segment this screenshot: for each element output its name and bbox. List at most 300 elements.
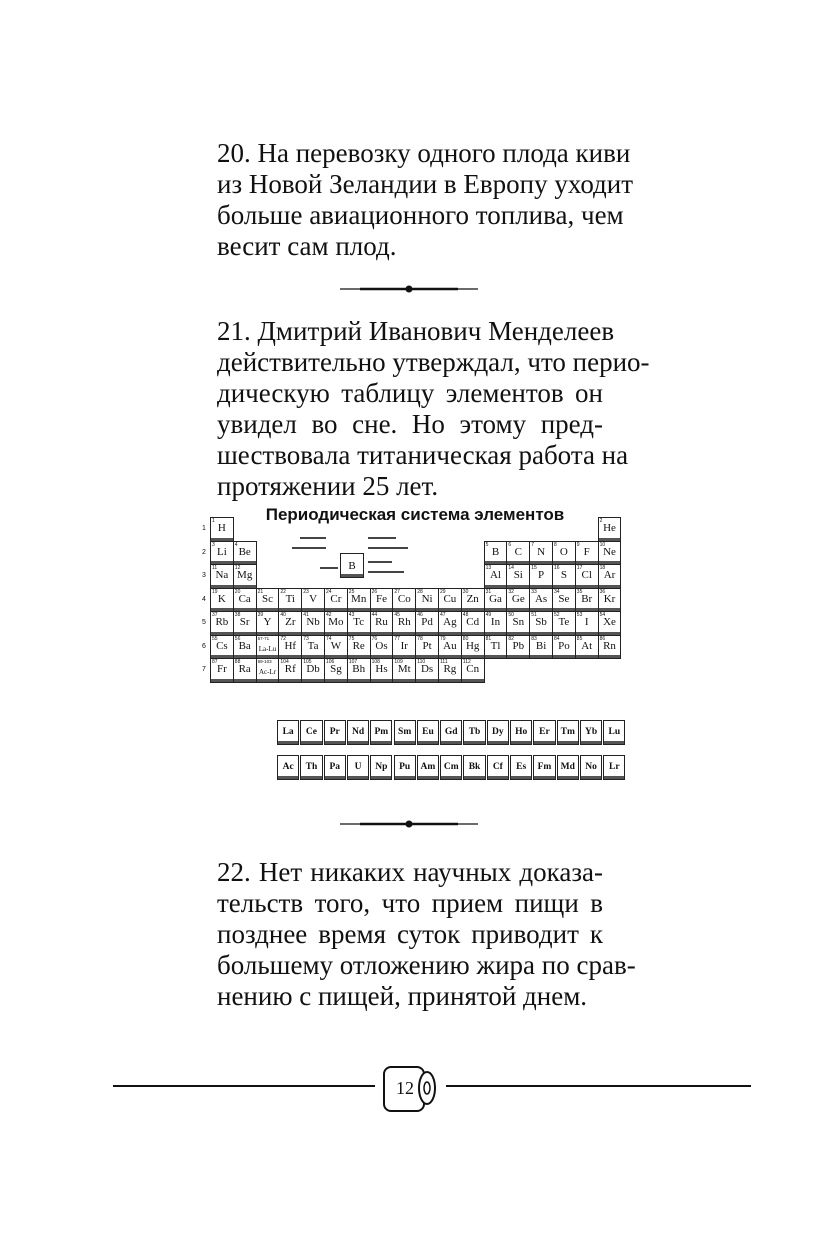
element-symbol: Li	[217, 545, 227, 558]
element-number: 37	[212, 612, 218, 618]
element-symbol: Ga	[489, 592, 502, 605]
element-symbol: Au	[443, 639, 457, 652]
element-symbol: Ds	[420, 663, 434, 675]
element-cell	[347, 588, 371, 613]
element-symbol: Pr	[329, 727, 340, 737]
actinide-cell	[533, 755, 555, 780]
element-cell	[529, 541, 553, 566]
element-symbol: Sb	[535, 616, 547, 628]
element-symbol: Pd	[421, 616, 433, 628]
legend-symbol: B	[348, 560, 356, 572]
element-number: 73	[303, 635, 309, 642]
element-symbol: Ce	[305, 727, 317, 737]
element-number: 7	[531, 541, 534, 548]
fact-21-line: увидел во сне. Но этому пред-	[217, 409, 603, 439]
element-cell	[552, 564, 576, 589]
element-symbol: Cd	[466, 616, 480, 628]
element-cell	[370, 611, 394, 636]
element-symbol: Th	[305, 762, 318, 772]
element-cell	[415, 635, 439, 660]
element-cell	[301, 611, 325, 636]
periodic-table-figure	[200, 495, 630, 795]
element-symbol: Tm	[560, 727, 575, 737]
element-symbol: Rh	[397, 616, 411, 628]
element-number: 21	[257, 588, 264, 595]
element-symbol: Cl	[581, 569, 592, 581]
element-cell	[370, 635, 394, 660]
fact-20-line: из Новой Зеландии в Европу уходит	[217, 169, 634, 199]
element-cell	[598, 564, 622, 589]
element-number: 2	[599, 518, 603, 524]
element-number: 84	[554, 635, 560, 642]
element-number: 3	[212, 541, 215, 548]
element-number: 40	[280, 612, 286, 618]
element-cell	[210, 635, 234, 660]
element-symbol: Co	[397, 592, 411, 605]
element-symbol: P	[538, 569, 545, 581]
actinide-cell	[557, 755, 579, 780]
element-number: 11	[212, 565, 218, 571]
element-number: 22	[280, 588, 286, 595]
element-cell	[324, 588, 348, 613]
element-number: 25	[348, 588, 355, 595]
fact-21-line: действительно утверждал, что перио-	[217, 347, 650, 377]
lanthanide-cell	[557, 720, 579, 745]
element-symbol: Ac-Lr	[258, 668, 277, 676]
actinide-cell	[394, 755, 416, 780]
element-cell	[575, 588, 599, 613]
element-symbol: Rf	[284, 663, 296, 675]
element-number: 5	[485, 541, 489, 548]
element-number: 72	[280, 635, 286, 642]
element-cell	[461, 588, 485, 613]
element-cell	[575, 541, 599, 566]
element-symbol: Pb	[512, 639, 525, 652]
element-cell	[484, 635, 508, 660]
element-number: 18	[599, 565, 606, 571]
element-symbol: Ne	[603, 545, 616, 558]
element-symbol: Kr	[603, 592, 616, 605]
element-symbol: Sr	[239, 616, 250, 628]
element-number: 6	[508, 541, 512, 548]
element-cell	[370, 658, 394, 683]
element-cell	[575, 564, 599, 589]
element-number: 16	[554, 565, 560, 571]
actinide-cell	[510, 755, 532, 780]
period-number: 1	[202, 525, 206, 532]
element-cell	[438, 658, 462, 683]
element-cell	[438, 635, 462, 660]
element-symbol: Cr	[330, 592, 342, 605]
element-symbol: Lu	[608, 727, 621, 737]
element-cell	[324, 611, 348, 636]
element-symbol: Es	[516, 762, 527, 772]
period-number: 7	[202, 666, 206, 673]
element-cell	[506, 635, 530, 660]
element-symbol: B	[491, 545, 500, 558]
element-number: 46	[417, 612, 423, 618]
fact-20-line: больше авиационного топлива, чем	[217, 200, 624, 230]
element-symbol: Cs	[216, 639, 228, 652]
element-number: 39	[257, 612, 264, 618]
element-number: 109	[394, 659, 403, 665]
element-symbol: Pu	[399, 762, 411, 772]
element-cell	[529, 588, 553, 613]
element-symbol: Ru	[375, 616, 388, 628]
element-number: 27	[394, 588, 400, 595]
lanthanide-cell	[487, 720, 509, 745]
element-cell	[347, 611, 371, 636]
element-cell	[598, 611, 622, 636]
element-cell	[210, 588, 234, 613]
fact-21-line: дическую таблицу элементов он	[217, 378, 603, 408]
element-number: 43	[348, 612, 355, 618]
element-symbol: Mo	[328, 616, 344, 628]
element-number: 107	[348, 659, 358, 665]
element-symbol: Na	[215, 569, 229, 581]
element-cell	[415, 658, 439, 683]
element-number: 88	[234, 659, 241, 665]
element-symbol: Gd	[444, 727, 458, 737]
element-symbol: U	[354, 762, 362, 772]
element-symbol: La-Lu	[258, 644, 277, 653]
element-number: 28	[417, 588, 423, 595]
element-symbol: La	[282, 727, 294, 737]
element-cell	[392, 635, 416, 660]
element-cell	[392, 658, 416, 683]
element-cell	[598, 635, 622, 660]
element-symbol: He	[603, 522, 616, 534]
element-symbol: Fr	[217, 663, 227, 675]
element-symbol: Ra	[238, 663, 251, 675]
element-symbol: F	[583, 545, 590, 558]
element-symbol: Yb	[584, 727, 598, 737]
element-symbol: Sg	[330, 663, 342, 675]
lanthanide-cell	[533, 720, 555, 745]
element-cell	[301, 635, 325, 660]
element-cell	[529, 635, 553, 660]
legend-caption-line	[368, 571, 404, 573]
lanthanide-cell	[347, 720, 369, 745]
element-number: 32	[508, 588, 514, 595]
element-symbol: H	[217, 522, 226, 534]
element-symbol: Cf	[492, 762, 503, 772]
element-symbol: C	[514, 545, 522, 558]
lanthanide-cell	[463, 720, 485, 745]
element-symbol: Cu	[443, 592, 457, 605]
element-symbol: N	[537, 545, 546, 558]
element-number: 38	[234, 612, 241, 618]
element-symbol: Cm	[443, 762, 459, 772]
element-number: 9	[576, 541, 580, 548]
element-symbol: Hg	[465, 639, 480, 652]
element-cell	[210, 611, 234, 636]
element-symbol: Ni	[421, 592, 433, 605]
fact-21-line: шествовала титаническая работа на	[217, 440, 629, 470]
actinide-cell	[440, 755, 462, 780]
element-number: 17	[576, 565, 583, 571]
element-symbol: Ag	[443, 616, 457, 628]
element-symbol: Ac	[282, 762, 294, 772]
element-symbol: Cn	[466, 663, 480, 675]
element-symbol: Zn	[466, 592, 479, 605]
element-cell	[278, 611, 302, 636]
element-symbol: Po	[558, 639, 570, 652]
element-symbol: Md	[560, 762, 575, 772]
element-symbol: Xe	[603, 616, 616, 628]
element-number: 52	[554, 612, 560, 618]
element-cell	[233, 611, 257, 636]
period-number: 3	[202, 572, 206, 579]
footer-rule-left	[113, 1085, 375, 1087]
element-symbol: Hs	[375, 663, 388, 675]
fact-22-line: нению с пищей, принятой днем.	[217, 981, 588, 1011]
element-number: 74	[326, 635, 332, 642]
fact-20-line: 20. На перевозку одного плода киви	[217, 138, 631, 168]
period-number: 4	[202, 595, 206, 603]
element-symbol: Eu	[422, 727, 434, 737]
legend-caption-line	[368, 537, 396, 539]
legend-caption-line	[292, 547, 326, 549]
element-symbol: V	[309, 592, 318, 605]
element-number: 49	[485, 612, 492, 618]
element-number: 87	[212, 659, 218, 665]
element-cell	[461, 635, 485, 660]
element-cell	[256, 658, 280, 683]
element-symbol: Db	[306, 663, 320, 675]
element-symbol: Sc	[261, 592, 273, 605]
element-number: 78	[417, 635, 423, 642]
element-symbol: Ho	[515, 727, 528, 737]
element-cell	[529, 564, 553, 589]
fact-21-line: 21. Дмитрий Иванович Менделеев	[217, 316, 615, 346]
lanthanide-cell	[300, 720, 322, 745]
element-cell	[506, 564, 530, 589]
element-number: 33	[531, 588, 537, 595]
lanthanide-cell	[510, 720, 532, 745]
element-cell	[233, 564, 257, 589]
period-number: 5	[202, 619, 206, 626]
element-number: 48	[462, 612, 469, 618]
element-number: 31	[485, 588, 492, 595]
periodic-table-title: Периодическая система элементов	[265, 505, 565, 524]
fact-22-line: позднее время суток приводит к	[217, 919, 603, 949]
element-number: 89-103	[257, 659, 272, 664]
element-symbol: Ca	[238, 592, 251, 605]
element-number: 76	[371, 635, 378, 642]
element-symbol: Tl	[490, 639, 501, 652]
element-symbol: Pa	[329, 762, 341, 772]
element-cell	[529, 611, 553, 636]
element-cell	[278, 658, 302, 683]
actinide-cell	[277, 755, 299, 780]
element-number: 44	[371, 612, 378, 618]
element-symbol: S	[560, 569, 567, 581]
element-number: 13	[485, 565, 492, 571]
element-number: 54	[599, 612, 606, 618]
period-number: 6	[202, 642, 206, 650]
element-cell	[506, 611, 530, 636]
element-number: 112	[462, 659, 471, 665]
page-number: 12	[396, 1078, 414, 1098]
element-cell	[552, 611, 576, 636]
divider-ornament	[340, 282, 478, 296]
fact-22-line: тельств того, что прием пищи в	[217, 888, 603, 918]
element-number: 8	[554, 541, 557, 548]
element-symbol: Nb	[306, 616, 320, 628]
element-number: 47	[440, 612, 446, 618]
element-cell	[506, 541, 530, 566]
element-number: 23	[303, 588, 309, 595]
element-symbol: Lr	[609, 762, 620, 772]
legend-caption-line	[300, 537, 326, 539]
element-number: 77	[394, 635, 400, 642]
lanthanide-cell	[370, 720, 392, 745]
element-symbol: In	[490, 616, 501, 628]
element-number: 106	[326, 659, 335, 665]
element-cell	[347, 635, 371, 660]
element-symbol: Np	[375, 762, 388, 772]
lanthanide-cell	[394, 720, 416, 745]
lanthanide-cell	[440, 720, 462, 745]
element-symbol: Ta	[307, 639, 319, 652]
element-symbol: Bi	[535, 639, 547, 652]
element-number: 80	[462, 635, 469, 642]
element-symbol: Ba	[238, 639, 251, 652]
element-number: 79	[440, 635, 446, 642]
element-symbol: Fm	[537, 762, 552, 772]
lanthanide-cell	[277, 720, 299, 745]
element-number: 4	[234, 541, 238, 548]
element-cell	[575, 611, 599, 636]
element-cell	[461, 658, 485, 683]
element-cell	[392, 611, 416, 636]
element-number: 105	[303, 659, 312, 665]
element-number: 104	[280, 659, 289, 665]
element-cell	[324, 658, 348, 683]
element-number: 19	[212, 588, 218, 595]
element-symbol: Am	[420, 762, 436, 772]
actinide-cell	[324, 755, 346, 780]
element-cell	[233, 541, 257, 566]
actinide-cell	[603, 755, 625, 780]
element-symbol: Er	[539, 727, 550, 737]
element-cell	[210, 658, 234, 683]
element-number: 30	[462, 588, 469, 595]
element-symbol: Dy	[492, 727, 504, 737]
fact-21-paragraph	[217, 316, 650, 502]
actinide-cell	[300, 755, 322, 780]
element-symbol: No	[585, 762, 597, 772]
element-symbol: Te	[558, 616, 570, 628]
element-number: 55	[212, 635, 218, 642]
legend-cell	[340, 553, 364, 578]
element-number: 26	[371, 588, 378, 595]
element-symbol: Rn	[603, 639, 616, 652]
element-cell	[301, 588, 325, 613]
element-symbol: Bh	[352, 663, 366, 675]
element-number: 34	[554, 588, 560, 595]
element-symbol: Os	[375, 639, 388, 652]
element-cell	[278, 588, 302, 613]
element-cell	[347, 658, 371, 683]
element-number: 36	[599, 588, 606, 595]
element-number: 41	[303, 612, 309, 618]
element-symbol: As	[534, 592, 548, 605]
element-cell	[301, 658, 325, 683]
element-symbol: Mg	[237, 569, 253, 581]
element-symbol: Hf	[284, 639, 297, 652]
element-cell	[484, 588, 508, 613]
element-symbol: Se	[558, 592, 570, 605]
element-number: 110	[417, 659, 426, 665]
element-number: 15	[531, 565, 537, 571]
element-symbol: I	[584, 616, 589, 628]
element-symbol: Mn	[351, 592, 367, 605]
element-cell	[256, 635, 280, 660]
lanthanide-cell	[324, 720, 346, 745]
element-symbol: O	[559, 545, 568, 558]
element-symbol: Si	[513, 569, 523, 581]
period-number: 2	[202, 548, 206, 556]
element-cell	[552, 635, 576, 660]
element-cell	[233, 658, 257, 683]
element-number: 20	[234, 588, 241, 595]
element-symbol: Rb	[215, 616, 229, 628]
element-number: 10	[599, 541, 606, 548]
element-cell	[324, 635, 348, 660]
element-cell	[484, 564, 508, 589]
element-symbol: Rg	[443, 663, 457, 675]
fact-22-line: 22. Нет никаких научных доказа-	[217, 857, 603, 887]
element-cell	[256, 588, 280, 613]
fact-22-paragraph	[217, 857, 636, 1012]
element-symbol: Ar	[603, 569, 616, 581]
element-number: 35	[576, 588, 583, 595]
element-cell	[256, 611, 280, 636]
element-number: 12	[234, 565, 241, 571]
element-cell	[438, 611, 462, 636]
actinide-cell	[417, 755, 439, 780]
element-number: 83	[531, 635, 537, 642]
element-number: 57-71	[257, 635, 270, 641]
element-symbol: At	[581, 639, 593, 652]
element-symbol: Mt	[397, 663, 411, 675]
element-number: 50	[508, 612, 514, 618]
element-symbol: Al	[489, 569, 501, 581]
element-symbol: W	[330, 639, 342, 652]
element-symbol: Pt	[422, 639, 432, 652]
element-cell	[210, 517, 234, 542]
element-number: 14	[508, 565, 514, 571]
element-cell	[233, 635, 257, 660]
element-cell	[598, 517, 622, 542]
legend-caption-line	[368, 547, 408, 549]
fact-22-line: большему отложению жира по срав-	[217, 950, 636, 980]
element-cell	[484, 541, 508, 566]
element-symbol: Sn	[512, 616, 525, 628]
legend-caption-line	[368, 561, 392, 563]
element-cell	[552, 541, 576, 566]
element-cell	[438, 588, 462, 613]
element-symbol: Fe	[375, 592, 387, 605]
element-number: 53	[576, 612, 583, 618]
element-number: 108	[371, 659, 380, 665]
legend-caption-line	[320, 567, 338, 569]
element-symbol: K	[217, 592, 226, 605]
actinide-cell	[487, 755, 509, 780]
element-symbol: Ge	[511, 592, 525, 605]
